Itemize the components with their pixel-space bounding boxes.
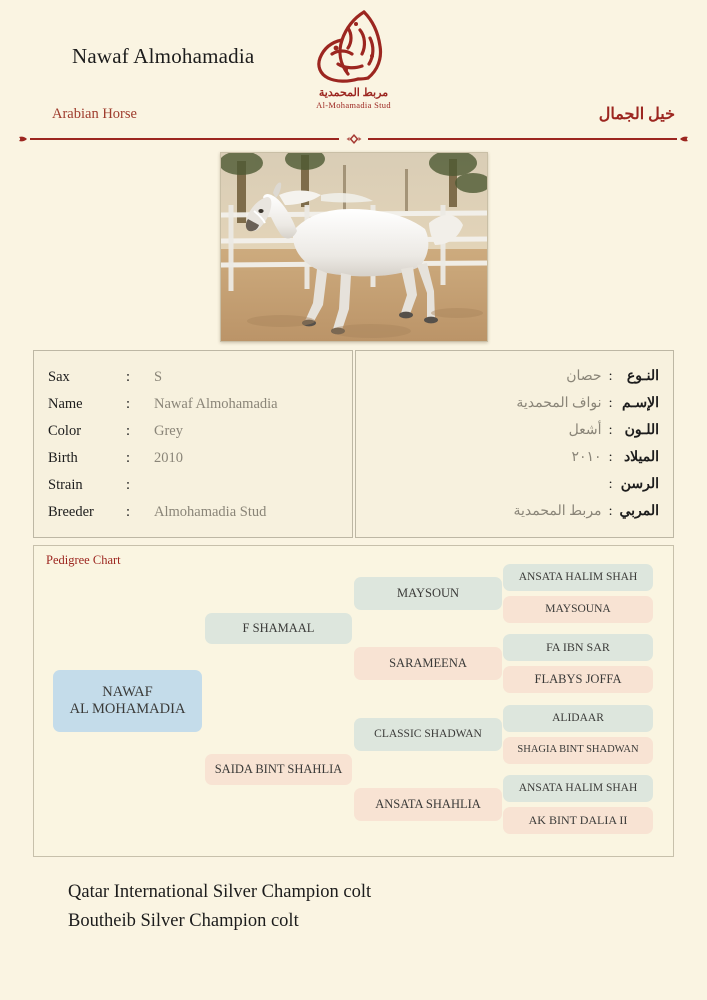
header-divider <box>0 131 707 147</box>
floral-diamond-ornament-icon <box>346 131 362 147</box>
info-row-halter-ar <box>514 471 659 498</box>
label-halter-ar: الرسن <box>620 477 659 492</box>
info-row-breeder-ar <box>514 498 659 525</box>
horse-photo <box>220 152 488 342</box>
pedigree-chart-panel <box>33 545 674 857</box>
divider-rule-left <box>30 138 339 140</box>
label-type-ar: النـوع <box>626 369 659 384</box>
pedigree-node-dam-sire: CLASSIC SHADWAN <box>354 718 502 751</box>
value-color-ar: أشعل <box>568 423 602 438</box>
subject-name-line1: NAWAF <box>102 684 153 701</box>
divider-end-ornament-left-icon <box>18 131 34 147</box>
pedigree-node-dam: SAIDA BINT SHAHLIA <box>205 754 352 785</box>
info-panel-english <box>33 350 353 538</box>
value-strain <box>146 472 278 499</box>
info-row-strain <box>48 472 278 499</box>
colon: : <box>608 450 613 465</box>
subject-name-line2: AL MOHAMADIA <box>69 701 186 717</box>
info-row-type-ar <box>514 363 659 390</box>
value-type-ar: حصان <box>566 369 602 384</box>
label-color-ar: اللـون <box>624 423 659 438</box>
pedigree-node-sire-dam: SARAMEENA <box>354 647 502 680</box>
info-row-name <box>48 391 278 418</box>
info-row-name-ar <box>514 390 659 417</box>
colon: : <box>608 396 613 411</box>
achievement-line-1: Qatar International Silver Champion colt <box>68 882 372 902</box>
info-row-sax <box>48 364 278 391</box>
value-name: Nawaf Almohamadia <box>154 396 278 413</box>
horse-photograph-icon <box>221 153 487 341</box>
arabic-calligraphy-horse-head-icon <box>302 8 406 88</box>
value-sax: S <box>154 369 163 385</box>
breed-label-english: Arabian Horse <box>52 106 137 122</box>
pedigree-node-gen3-a: ANSATA HALIM SHAH <box>503 564 653 591</box>
colon: : <box>608 423 613 438</box>
achievements-section <box>68 878 668 935</box>
page-header <box>0 0 707 136</box>
achievement-line-2: Boutheib Silver Champion colt <box>68 910 299 931</box>
value-color: Grey <box>154 423 183 440</box>
value-name-ar: نواف المحمدية <box>516 396 602 411</box>
page-title: Nawaf Almohamadia <box>72 44 255 68</box>
label-birth: Birth <box>48 450 78 467</box>
label-color: Color <box>48 423 82 440</box>
pedigree-tree <box>34 546 673 856</box>
label-breeder-ar: المربي <box>619 504 659 519</box>
horse-info-section <box>33 350 674 538</box>
value-halter-ar <box>514 471 602 498</box>
pedigree-node-gen3-c: FA IBN SAR <box>503 634 653 661</box>
value-breeder: Almohamadia Stud <box>154 504 267 521</box>
pedigree-node-gen3-e: ALIDAAR <box>503 705 653 732</box>
colon: : <box>126 369 131 385</box>
breed-label-arabic: خيل الجمال <box>598 106 675 123</box>
colon: : <box>608 477 613 492</box>
pedigree-node-sire-sire: MAYSOUN <box>354 577 502 610</box>
pedigree-node-gen3-g: ANSATA HALIM SHAH <box>503 775 653 802</box>
pedigree-node-gen3-b: MAYSOUNA <box>503 596 653 623</box>
colon: : <box>126 504 131 521</box>
colon: : <box>608 369 613 384</box>
colon: : <box>126 477 131 494</box>
pedigree-node-gen3-h: AK BINT DALIA II <box>503 807 653 834</box>
label-strain: Strain <box>48 477 83 494</box>
pedigree-chart-title: Pedigree Chart <box>46 553 121 567</box>
label-breeder: Breeder <box>48 504 94 521</box>
value-birth-ar: ٢٠١٠ <box>571 450 602 465</box>
pedigree-node-gen3-f: SHAGIA BINT SHADWAN <box>503 737 653 764</box>
stud-name-arabic: مربط المحمدية <box>318 87 389 99</box>
info-table-arabic <box>514 363 659 525</box>
value-birth: 2010 <box>154 450 183 467</box>
label-birth-ar: الميلاد <box>623 450 659 465</box>
stud-logo <box>289 8 419 111</box>
info-table-english <box>48 364 278 526</box>
pedigree-node-sire: F SHAMAAL <box>205 613 352 644</box>
value-breeder-ar: مربط المحمدية <box>513 504 602 519</box>
pedigree-node-gen3-d: FLABYS JOFFA <box>503 666 653 693</box>
label-sax: Sax <box>48 369 70 385</box>
label-name-ar: الإسـم <box>621 396 659 411</box>
colon: : <box>126 450 131 467</box>
pedigree-node-subject <box>53 670 202 732</box>
pedigree-node-dam-dam: ANSATA SHAHLIA <box>354 788 502 821</box>
info-row-birth-ar <box>514 444 659 471</box>
info-row-breeder <box>48 499 278 526</box>
colon: : <box>126 396 131 413</box>
label-name: Name <box>48 396 83 413</box>
info-row-color <box>48 418 278 445</box>
info-panel-arabic <box>355 350 674 538</box>
stud-name-english: Al-Mohamadia Stud <box>316 100 391 111</box>
colon: : <box>608 504 613 519</box>
info-row-birth <box>48 445 278 472</box>
info-row-color-ar <box>514 417 659 444</box>
divider-rule-right <box>368 138 677 140</box>
colon: : <box>126 423 131 440</box>
divider-end-ornament-right-icon <box>673 131 689 147</box>
